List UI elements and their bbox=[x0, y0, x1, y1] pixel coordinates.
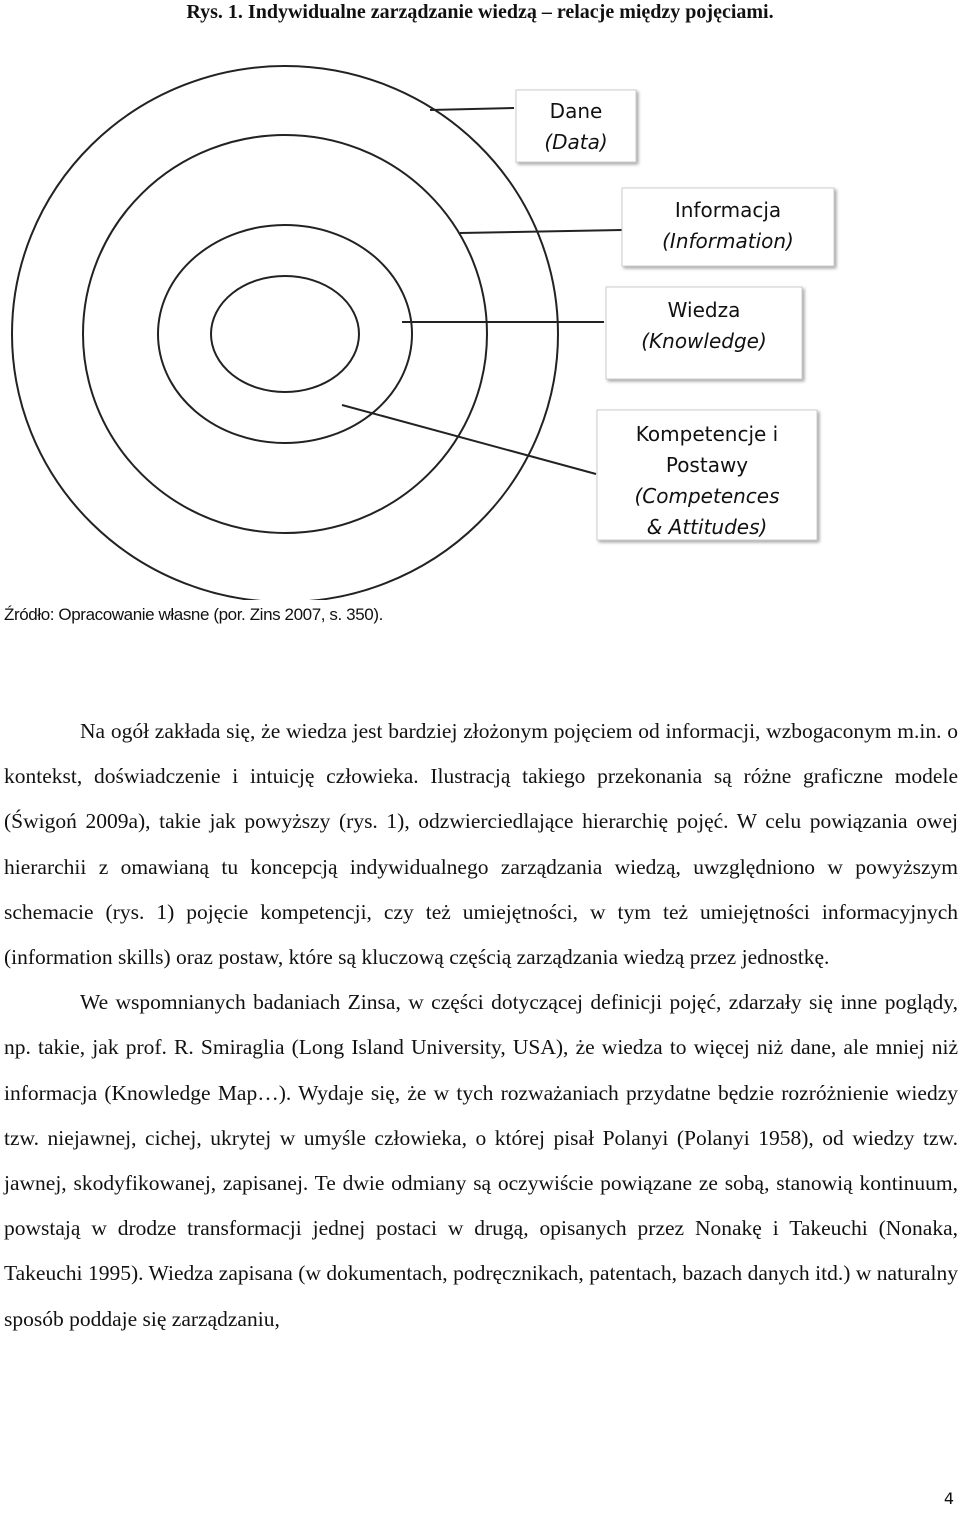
label-data-line1: Dane bbox=[549, 99, 603, 123]
ring-information bbox=[83, 135, 487, 533]
label-information-line1: Informacja bbox=[674, 198, 782, 222]
ring-competences bbox=[211, 276, 359, 392]
label-box-competences bbox=[597, 410, 817, 540]
label-box-knowledge bbox=[606, 287, 802, 379]
label-competences-line3: (Competences bbox=[634, 484, 780, 508]
figure-caption: Rys. 1. Indywidualne zarządzanie wiedzą – relacje między pojęciami. bbox=[186, 1, 774, 23]
label-competences-line1: Kompetencje i bbox=[635, 422, 779, 446]
page-number: 4 bbox=[943, 1489, 954, 1508]
label-knowledge-line1: Wiedza bbox=[667, 298, 741, 322]
label-competences-line4: & Attitudes) bbox=[646, 515, 768, 539]
body-text bbox=[4, 709, 958, 1342]
label-box-information bbox=[622, 188, 834, 266]
connector-data bbox=[430, 108, 514, 110]
label-competences-line2: Postawy bbox=[665, 453, 749, 477]
figure-source: Źródło: Opracowanie własne (por. Zins 2007, s. 350). bbox=[4, 605, 383, 624]
label-knowledge-line2: (Knowledge) bbox=[641, 329, 767, 353]
ring-data bbox=[12, 66, 558, 600]
paragraph-1: Na ogół zakłada się, że wiedza jest bardziej złożonym pojęciem od informacji, wzbogaconym m.in. o kontekst, doświadczenie i intuicję człowieka. Ilustracją takiego przekonania są różne graficzne modele (Świgoń 2009a), takie jak powyższy (rys. 1), odzwierciedlające hierarchię pojęć. W celu powiązania owej hierarchii z omawianą tu koncepcją indywidualnego zarządzania wiedzą, uwzględniono w powyższym schemacie (rys. 1) pojęcie kompetencji, czy też umiejętności, w tym też umiejętności informacyjnych (information skills) oraz postaw, które są kluczową częścią zarządzania wiedzą przez jednostkę. bbox=[4, 719, 958, 970]
ring-knowledge bbox=[158, 225, 412, 443]
label-data-line2: (Data) bbox=[544, 130, 608, 154]
connector-information bbox=[460, 230, 622, 233]
label-information-line2: (Information) bbox=[662, 229, 794, 253]
concentric-hierarchy-diagram bbox=[0, 0, 960, 600]
label-box-data bbox=[516, 90, 636, 162]
paragraph-2: We wspomnianych badaniach Zinsa, w części dotyczącej definicji pojęć, zdarzały się inne poglądy, np. takie, jak prof. R. Smiraglia (Long Island University, USA), że wiedza to więcej niż dane, ale mniej niż informacja (Knowledge Map…). Wydaje się, że w tych rozważaniach przydatne będzie rozróżnienie wiedzy tzw. niejawnej, cichej, ukrytej w umyśle człowieka, o której pisał Polanyi (Polanyi 1958), od wiedzy tzw. jawnej, skodyfikowanej, zapisanej. Te dwie odmiany są oczywiście powiązane ze sobą, stanowią kontinuum, powstają w drodze transformacji jednej postaci w drugą, opisanych przez Nonakę i Takeuchi (Nonaka, Takeuchi 1995). Wiedza zapisana (w dokumentach, podręcznikach, patentach, bazach danych itd.) w naturalny sposób poddaje się zarządzaniu, bbox=[4, 990, 958, 1331]
